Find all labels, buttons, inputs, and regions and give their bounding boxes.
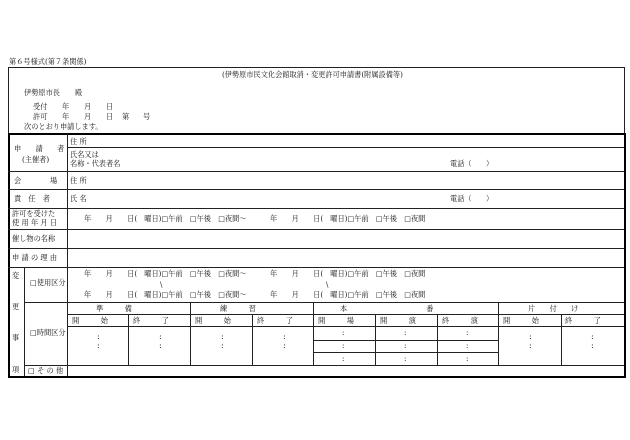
permitted-date-label-1: 許可を受けた	[12, 209, 56, 218]
change-char-4: 項	[12, 365, 20, 374]
change-label-divider	[24, 267, 25, 376]
time-divider-prep-prac	[190, 302, 191, 365]
applicant-label: 申 請 者	[14, 144, 65, 153]
time-prep-start-colon-2[interactable]: :	[97, 341, 100, 350]
frame-top	[8, 67, 624, 68]
time-show-start-colon-3[interactable]: :	[404, 354, 407, 363]
table-left	[8, 133, 10, 377]
usage-line1-start: 年 月 日( 曜日)□午前 □午後 □夜間〜	[84, 269, 247, 278]
frame-right-upper	[624, 67, 625, 133]
usage-line2-start: 年 月 日( 曜日)□午前 □午後 □夜間〜	[84, 290, 247, 299]
time-practice-start-colon[interactable]: :	[221, 332, 224, 341]
permitted-date-start: 年 月 日( 曜日)□午前 □午後 □夜間〜	[84, 214, 247, 223]
receipt-month: 月	[84, 102, 92, 111]
time-divider-clean-sub	[561, 314, 562, 365]
permitted-date-label-2: 使 用 年 月 日	[12, 218, 58, 227]
time-doors-header: 開 場	[318, 316, 354, 325]
time-group-cleanup: 片 付 け	[528, 304, 579, 313]
row-line-2	[8, 189, 624, 190]
time-practice-end-header: 終 了	[257, 316, 293, 325]
table-bottom	[8, 376, 626, 378]
responsible-label: 責 任 者	[14, 194, 50, 203]
time-show-row-2-line	[313, 352, 498, 353]
applicant-name-label-2: 名称・代表者名	[70, 159, 121, 168]
row-line-time-bottom	[24, 365, 624, 366]
time-group-show: 本 番	[340, 304, 434, 313]
time-group-header-line	[67, 314, 624, 315]
row-line-5	[8, 248, 624, 249]
time-sub-header-line	[67, 326, 624, 327]
label-divider	[67, 133, 68, 267]
time-divider-prac-sub	[252, 314, 253, 365]
time-show-end-colon-2[interactable]: :	[466, 341, 469, 350]
other-category-checkbox[interactable]: □ そ の 他	[28, 366, 64, 375]
row-line-6	[8, 267, 624, 268]
time-show-start-colon-1[interactable]: :	[404, 328, 407, 337]
time-prep-start-colon[interactable]: :	[97, 332, 100, 341]
time-cleanup-end-header: 終 了	[565, 316, 601, 325]
permit-month: 月	[84, 112, 92, 121]
time-divider-prac-show	[313, 302, 314, 365]
time-prep-end-colon[interactable]: :	[159, 332, 162, 341]
time-group-prep: 準 備	[96, 304, 132, 313]
time-show-end-colon-3[interactable]: :	[466, 354, 469, 363]
permit-number-prefix: 第	[122, 112, 130, 121]
intro-text: 次のとおり申請します。	[24, 122, 103, 131]
time-show-end-colon-1[interactable]: :	[466, 328, 469, 337]
row-line-3	[8, 208, 624, 209]
time-doors-colon-3[interactable]: :	[342, 354, 345, 363]
form-number: 第６号様式(第７条関係)	[9, 57, 87, 66]
row-line-4	[8, 229, 624, 230]
reason-label: 申 請 の 理 由	[12, 253, 58, 262]
applicant-address-label: 住 所	[70, 137, 87, 146]
permit-number-suffix: 号	[143, 112, 151, 121]
applicant-sub-label: (主催者)	[22, 155, 50, 164]
time-category-checkbox[interactable]: □時間区分	[30, 328, 66, 337]
time-doors-colon-1[interactable]: :	[342, 328, 345, 337]
time-show-start-header: 開 演	[380, 316, 416, 325]
time-practice-start-header: 開 始	[195, 316, 231, 325]
applicant-name-label-1: 氏名又は	[70, 150, 99, 159]
time-divider-show-clean	[498, 302, 499, 365]
usage-line1-end: 年 月 日( 曜日)□午前 □午後 □夜間	[270, 269, 426, 278]
applicant-phone: 電話（ ）	[450, 159, 494, 168]
permit-day: 日	[106, 112, 114, 121]
usage-category-checkbox[interactable]: □使用区分	[30, 278, 66, 287]
table-right	[624, 133, 626, 377]
time-prep-end-header: 終 了	[133, 316, 169, 325]
addressee-mayor: 伊勢原市長	[24, 88, 60, 97]
change-char-2: 更	[12, 302, 20, 311]
time-divider-show-sub-1	[375, 314, 376, 365]
time-cleanup-start-header: 開 始	[503, 316, 539, 325]
document-title: (伊勢原市民文化会館取消・変更許可申請書(附属設備等)	[222, 70, 403, 79]
receipt-label: 受付	[33, 102, 48, 111]
time-practice-start-colon-2[interactable]: :	[221, 341, 224, 350]
event-name-label: 催し物の名称	[12, 234, 56, 243]
usage-backslash-2: \	[326, 280, 329, 289]
time-group-practice: 練 習	[220, 304, 256, 313]
row-line-1	[8, 171, 624, 172]
addressee-honorific: 殿	[75, 88, 83, 97]
time-cleanup-end-colon-2[interactable]: :	[591, 341, 594, 350]
responsible-phone: 電話（ ）	[450, 194, 494, 203]
time-prep-end-colon-2[interactable]: :	[159, 341, 162, 350]
responsible-name-label: 氏 名	[70, 194, 87, 203]
time-cleanup-end-colon[interactable]: :	[591, 332, 594, 341]
time-prep-start-header: 開 始	[72, 316, 108, 325]
venue-address-label: 住 所	[70, 176, 87, 185]
change-sub-divider	[67, 267, 68, 365]
permitted-date-end: 年 月 日( 曜日)□午前 □午後 □夜間	[270, 214, 426, 223]
time-practice-end-colon-2[interactable]: :	[283, 341, 286, 350]
time-show-end-header: 終 演	[442, 316, 478, 325]
time-show-start-colon-2[interactable]: :	[404, 341, 407, 350]
row-line-usage-bottom	[24, 302, 624, 303]
change-char-3: 事	[12, 333, 20, 342]
change-char-1: 変	[12, 271, 20, 280]
usage-backslash-1: \	[160, 280, 163, 289]
time-cleanup-start-colon[interactable]: :	[529, 332, 532, 341]
receipt-year: 年	[62, 102, 70, 111]
time-practice-end-colon[interactable]: :	[283, 332, 286, 341]
permit-year: 年	[62, 112, 70, 121]
other-divider	[67, 365, 68, 376]
time-cleanup-start-colon-2[interactable]: :	[529, 341, 532, 350]
permit-label: 許可	[33, 112, 48, 121]
venue-label: 会 場	[14, 176, 58, 185]
row-line-applicant-mid	[67, 147, 624, 148]
time-divider-show-sub-2	[437, 314, 438, 365]
usage-line2-end: 年 月 日( 曜日)□午前 □午後 □夜間	[270, 290, 426, 299]
time-divider-prep-sub	[128, 314, 129, 365]
frame-left-upper	[8, 67, 9, 133]
time-doors-colon-2[interactable]: :	[342, 341, 345, 350]
table-top	[8, 133, 625, 135]
receipt-day: 日	[106, 102, 114, 111]
